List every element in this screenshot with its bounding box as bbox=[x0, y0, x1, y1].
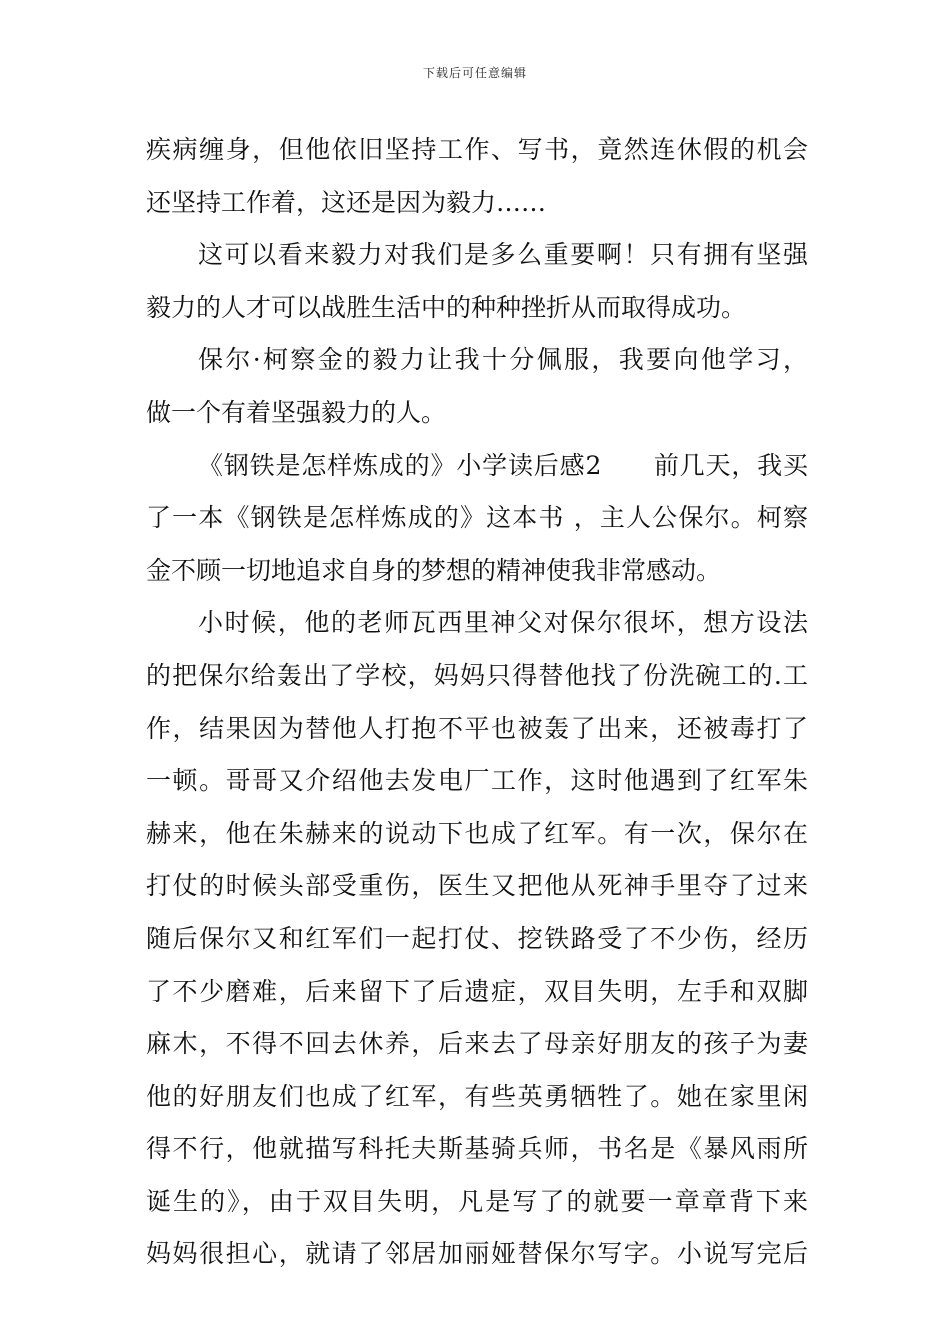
text-line: 这可以看来毅力对我们是多么重要啊！只有拥有坚强 bbox=[198, 240, 808, 270]
text-line: 了一本《钢铁是怎样炼成的》这本书 ，主人公保尔。柯察 bbox=[146, 503, 808, 533]
text-line: 妈妈很担心，就请了邻居加丽娅替保尔写字。小说写完后 bbox=[146, 1239, 808, 1269]
text-line: 麻木，不得不回去休养，后来去了母亲好朋友的孩子为妻 bbox=[146, 1029, 808, 1059]
text-line: 保尔·柯察金的毅力让我十分佩服，我要向他学习， bbox=[198, 345, 808, 375]
text-line: 毅力的人才可以战胜生活中的种种挫折从而取得成功。 bbox=[146, 292, 747, 322]
text-line: 还坚持工作着，这还是因为毅力…… bbox=[146, 187, 547, 217]
text-line: 做一个有着坚强毅力的人。 bbox=[146, 397, 447, 427]
document-body bbox=[146, 124, 808, 1281]
text-line: 作，结果因为替他人打抱不平也被轰了出来，还被毒打了 bbox=[146, 713, 808, 743]
text-line: 打仗的时候头部受重伤，医生又把他从死神手里夺了过来 bbox=[146, 871, 808, 901]
text-line: 诞生的》，由于双目失明，凡是写了的就要一章章背下来 bbox=[146, 1186, 808, 1216]
text-line: 赫来，他在朱赫来的说动下也成了红军。有一次，保尔在 bbox=[146, 818, 808, 848]
text-line: 小时候，他的老师瓦西里神父对保尔很坏，想方设法 bbox=[198, 608, 808, 638]
text-line: 得不行，他就描写科托夫斯基骑兵师，书名是《暴风雨所 bbox=[146, 1134, 808, 1164]
text-line: 《钢铁是怎样炼成的》小学读后感2 前几天，我买 bbox=[198, 450, 808, 480]
text-line: 他的好朋友们也成了红军，有些英勇牺牲了。她在家里闲 bbox=[146, 1081, 808, 1111]
text-line: 了不少磨难，后来留下了后遗症，双目失明，左手和双脚 bbox=[146, 976, 808, 1006]
text-line: 疾病缠身，但他依旧坚持工作、写书，竟然连休假的机会 bbox=[146, 135, 808, 164]
text-line: 的把保尔给轰出了学校，妈妈只得替他找了份洗碗工的.工 bbox=[146, 660, 808, 690]
text-line: 金不顾一切地追求自身的梦想的精神使我非常感动。 bbox=[146, 555, 722, 585]
text-line: 随后保尔又和红军们一起打仗、挖铁路受了不少伤，经历 bbox=[146, 923, 808, 953]
text-line: 一顿。哥哥又介绍他去发电厂工作，这时他遇到了红军朱 bbox=[146, 766, 808, 796]
page-header: 下载后可任意编辑 bbox=[422, 66, 527, 80]
